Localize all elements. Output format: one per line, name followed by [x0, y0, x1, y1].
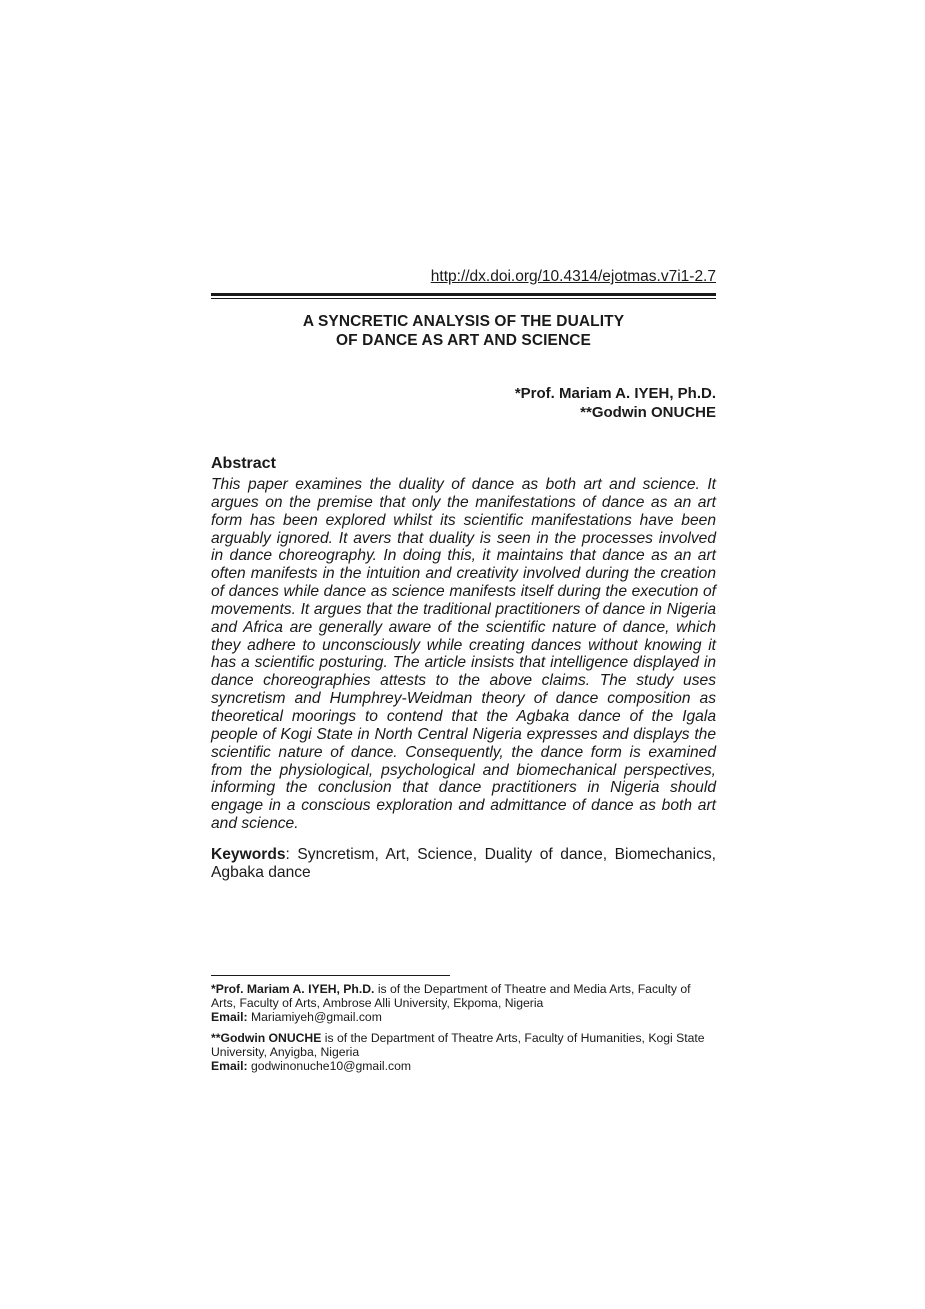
footnote-2-affiliation: is of the Department of Theatre Arts, Faculty of Humanities, Kogi State University, Anyigba, Nigeria [211, 1031, 705, 1060]
footnote-1-email[interactable]: Mariamiyeh@gmail.com [247, 1010, 382, 1025]
author-2: **Godwin ONUCHE [580, 404, 716, 421]
title-line-2: OF DANCE AS ART AND SCIENCE [335, 332, 591, 349]
abstract-heading: Abstract [211, 455, 276, 472]
author-block [515, 384, 716, 422]
keywords [211, 846, 716, 882]
footnote-author-2 [211, 1031, 716, 1074]
footnote-2-email[interactable]: godwinonuche10@gmail.com [247, 1059, 412, 1074]
footnote-2-name: **Godwin ONUCHE [211, 1031, 322, 1045]
title-line-1: A SYNCRETIC ANALYSIS OF THE DUALITY [302, 313, 625, 330]
doi-link[interactable]: http://dx.doi.org/10.4314/ejotmas.v7i1-2.7 [430, 268, 716, 285]
footnote-author-1 [211, 982, 716, 1025]
footnote-1-name: *Prof. Mariam A. IYEH, Ph.D. [211, 982, 375, 996]
keywords-label: Keywords [211, 846, 286, 863]
header-rule-thin [211, 298, 716, 299]
author-1: *Prof. Mariam A. IYEH, Ph.D. [514, 385, 716, 402]
abstract-text: This paper examines the duality of dance as both art and science. It argues on the premise that only the manifestations of dance as an art form has been explored whilst its scientific manifestations have been arguably ignored. It avers that duality is seen in the processes involved in dance choreography. In doing this, it maintains that dance as an art often manifests in the intuition and creativity involved during the creation of dances while dance as science manifests itself during the execution of movements. It argues that the traditional practitioners of dance in Nigeria and Africa are generally aware of the scientific nature of dance, which they adhere to unconsciously while creating dances without knowing it has a scientific posturing. The article insists that intelligence displayed in dance choreographies attests to the above claims. The study uses syncretism and Humphrey-Weidman theory of dance composition as theoretical moorings to contend that the Agbaka dance of the Igala people of Kogi State in North Central Nigeria expresses and displays the scientific nature of dance. Consequently, the dance form is examined from the physiological, psychological and biomechanical perspectives, informing the conclusion that dance practitioners in Nigeria should engage in a conscious exploration and admittance of dance as both art and science. [211, 476, 716, 833]
footnote-1-email-label: Email: [211, 1010, 248, 1025]
paper-title [211, 312, 716, 350]
footnote-2-email-label: Email: [211, 1059, 248, 1074]
footnote-1-affiliation: is of the Department of Theatre and Media Arts, Faculty of Arts, Faculty of Arts, Ambrose Alli University, Ekpoma, Nigeria [211, 982, 691, 1011]
footnote-rule [211, 975, 450, 976]
header-rule-thick [211, 293, 716, 296]
keywords-text: : Syncretism, Art, Science, Duality of dance, Biomechanics, Agbaka dance [211, 846, 716, 881]
